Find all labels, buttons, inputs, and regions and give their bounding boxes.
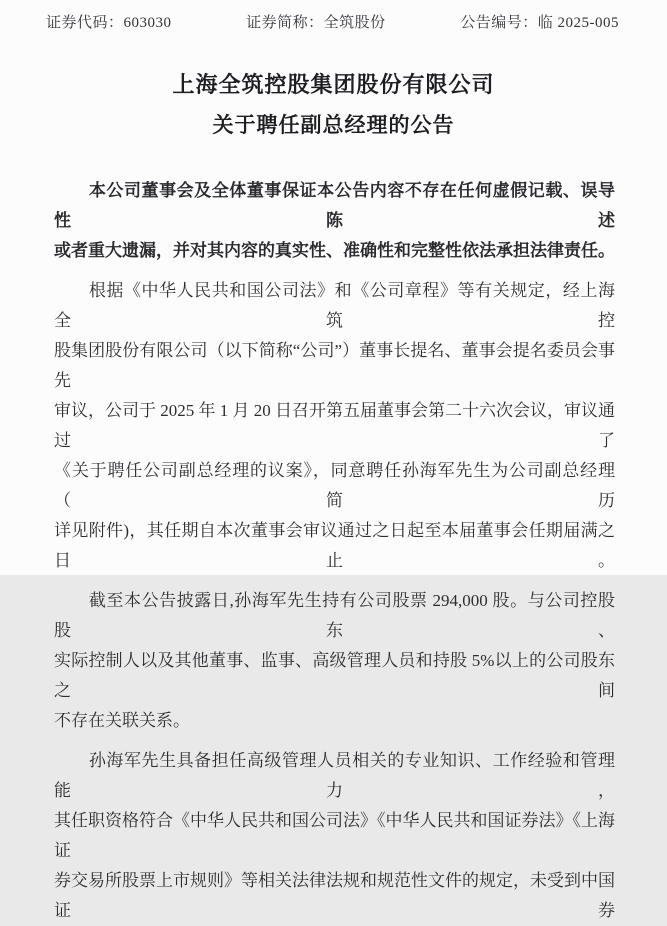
body-line: 《关于聘任公司副总经理的议案》，同意聘任孙海军先生为公司副总经理（简历 <box>54 461 615 510</box>
company-name-title: 上海全筑控股集团股份有限公司 <box>172 72 495 97</box>
qualification-paragraph <box>54 746 615 926</box>
document-header <box>0 0 667 34</box>
body-line: 实际控制人以及其他董事、监事、高级管理人员和持股 5%以上的公司股东之间 <box>54 651 615 700</box>
body-line: 孙海军先生具备担任高级管理人员相关的专业知识、工作经验和管理能力， <box>54 751 615 800</box>
stock-code: 证券代码：603030 <box>46 15 172 31</box>
body-line: 审议，公司于 2025 年 1 月 20 日召开第五届董事会第二十六次会议，审议通过了 <box>54 401 615 450</box>
body-line: 详见附件)，其任期自本次董事会审议通过之日起至本届董事会任期届满之日止。 <box>54 521 615 570</box>
body-line: 股集团股份有限公司（以下简称“公司”）董事长提名、董事会提名委员会事先 <box>54 341 615 390</box>
shareholding-paragraph <box>54 586 615 736</box>
announcement-number: 公告编号：临 2025-005 <box>460 15 619 31</box>
body-line: 根据《中华人民共和国公司法》和《公司章程》等有关规定，经上海全筑控 <box>54 281 615 330</box>
disclaimer-line: 本公司董事会及全体董事保证本公告内容不存在任何虚假记载、误导性陈述 <box>54 181 615 230</box>
body-line: 截至本公告披露日,孙海军先生持有公司股票 294,000 股。与公司控股股东、 <box>54 591 615 640</box>
stock-abbreviation: 证券简称：全筑股份 <box>246 15 386 31</box>
announcement-subject-title: 关于聘任副总经理的公告 <box>212 114 455 137</box>
body-line: 其任职资格符合《中华人民共和国公司法》《中华人民共和国证券法》《上海证 <box>54 811 615 860</box>
disclaimer-line: 或者重大遗漏，并对其内容的真实性、准确性和完整性依法承担法律责任。 <box>54 241 615 260</box>
body-line: 券交易所股票上市规则》等相关法律法规和规范性文件的规定，未受到中国证券 <box>54 871 615 920</box>
appointment-paragraph <box>54 276 615 576</box>
document-body <box>0 176 667 926</box>
body-line: 不存在关联关系。 <box>54 711 190 730</box>
disclaimer-paragraph <box>54 176 615 266</box>
